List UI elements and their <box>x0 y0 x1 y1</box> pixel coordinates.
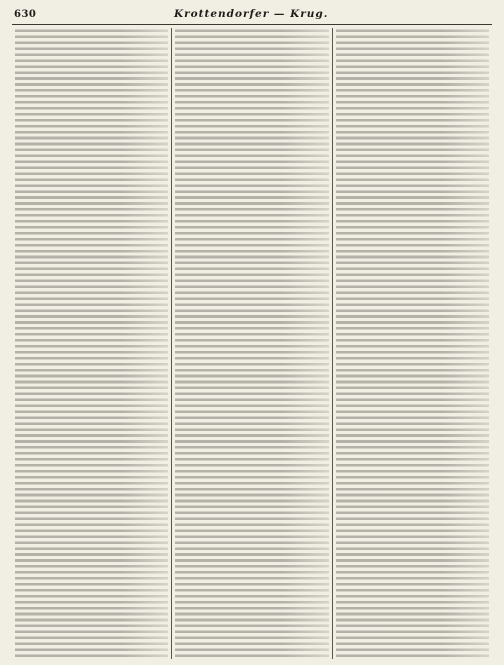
directory-columns <box>12 28 492 659</box>
running-head: Krottendorfer — Krug. <box>173 8 329 20</box>
header-rule <box>12 24 492 25</box>
column-shade <box>175 28 328 659</box>
directory-column-1 <box>12 28 171 659</box>
directory-column-2 <box>171 28 331 659</box>
column-shade <box>336 28 489 659</box>
directory-column-3 <box>332 28 492 659</box>
page-number: 630 <box>14 8 37 20</box>
page-header <box>14 6 490 22</box>
column-shade <box>15 28 168 659</box>
